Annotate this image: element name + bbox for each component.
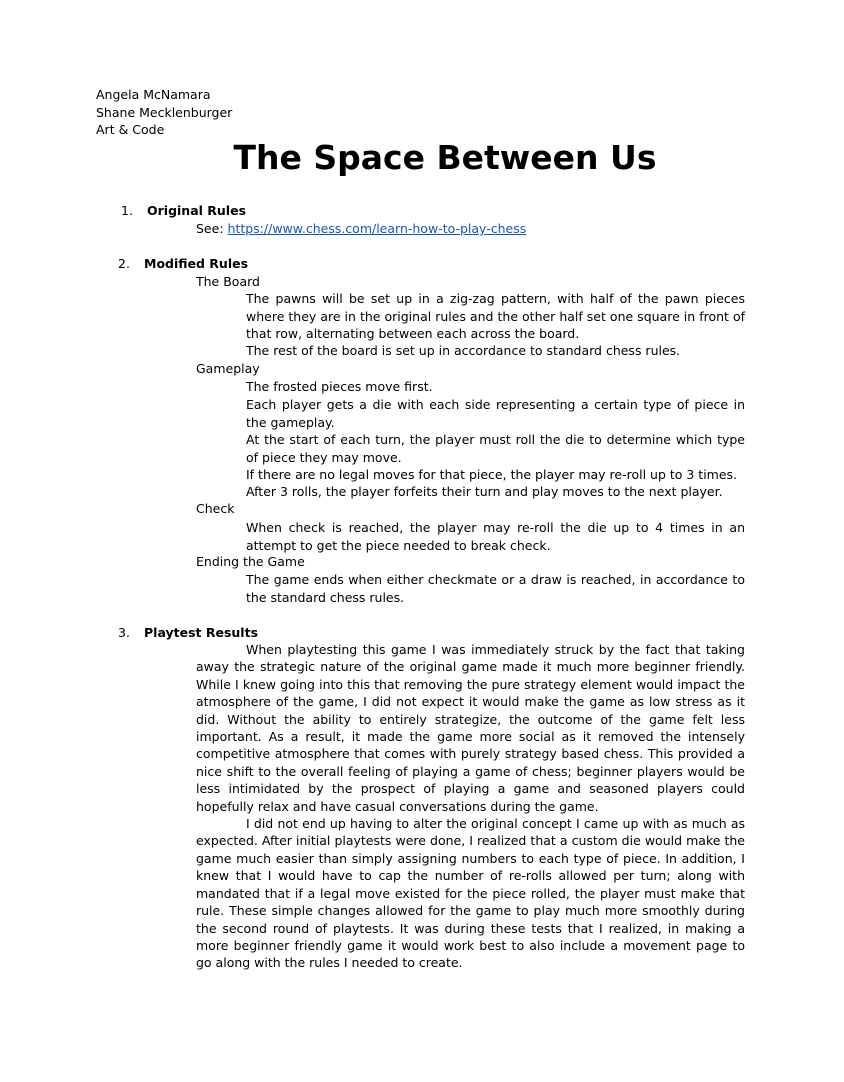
- subheading-gameplay: Gameplay: [196, 361, 260, 376]
- section-heading: Modified Rules: [144, 256, 249, 271]
- playtest-results-body: [196, 641, 745, 972]
- document-title: The Space Between Us: [233, 138, 657, 177]
- author-block: [96, 86, 232, 139]
- section-heading: Playtest Results: [144, 625, 259, 640]
- chess-rules-link[interactable]: https://www.chess.com/learn-how-to-play-chess: [227, 221, 527, 236]
- gameplay-paragraph: If there are no legal moves for that piece, the player may re-roll up to 3 times.: [246, 467, 738, 482]
- section-number: 2.: [118, 256, 130, 271]
- subheading-the-board: The Board: [196, 274, 260, 289]
- board-paragraph: The pawns will be set up in a zig-zag pattern, with half of the pawn pieces where they are in the original rules and the other half set one square in front of that row, alternating between each across the board.: [246, 291, 745, 341]
- course-name: Art & Code: [96, 122, 165, 137]
- section-number: 3.: [118, 625, 130, 640]
- gameplay-paragraph: The frosted pieces move first.: [246, 379, 433, 394]
- gameplay-paragraph: After 3 rolls, the player forfeits their turn and play moves to the next player.: [246, 484, 723, 499]
- playtest-paragraph: When playtesting this game I was immediately struck by the fact that taking away the strategic nature of the original game made it much more beginner friendly. While I knew going into this that removing the pure strategy element would impact the atmosphere of the game, I did not expect it would make the game as low stress as it did. Without the ability to entirely strategize, the outcome of the game felt less important. As a result, it made the game more social as it removed the intensely competitive atmosphere that comes with purely strategy based chess. This provided a nice shift to the overall feeling of playing a game of chess; beginner players would be less intimidated by the prospect of playing a game and seasoned players could hopefully relax and have casual conversations during the game.: [196, 642, 745, 814]
- author-name: Shane Mecklenburger: [96, 104, 233, 120]
- original-rules-reference: [196, 220, 526, 238]
- section-playtest-results: [118, 624, 258, 642]
- gameplay-paragraph: At the start of each turn, the player must roll the die to determine which type of piece they may move.: [246, 432, 745, 465]
- playtest-paragraph: I did not end up having to alter the original concept I came up with as much as expected. After initial playtests were done, I realized that a custom die would make the game much easier than simply assigning numbers to each type of piece. In addition, I knew that I would have to cap the number of re-rolls allowed per turn; along with mandated that if a legal move existed for the piece rolled, the player must make that rule. These simple changes allowed for the game to play much more smoothly during the second round of playtests. It was during these tests that I realized, in making a more beginner friendly game it would work best to also include a movement page to go along with the rules I needed to create.: [196, 816, 745, 971]
- subheading-ending-the-game: Ending the Game: [196, 554, 305, 569]
- gameplay-paragraph: Each player gets a die with each side representing a certain type of piece in the gameplay.: [246, 397, 745, 430]
- check-paragraph: When check is reached, the player may re-roll the die up to 4 times in an attempt to get the piece needed to break check.: [246, 520, 745, 553]
- board-paragraph: The rest of the board is set up in accordance to standard chess rules.: [246, 343, 681, 358]
- see-label: See:: [196, 221, 224, 236]
- section-number: 1.: [121, 203, 133, 218]
- section-modified-rules: [118, 255, 248, 273]
- section-original-rules: [121, 202, 246, 220]
- author-name: Angela McNamara: [96, 87, 211, 102]
- subheading-check: Check: [196, 501, 235, 516]
- ending-paragraph: The game ends when either checkmate or a draw is reached, in accordance to the standard chess rules.: [246, 572, 745, 605]
- section-heading: Original Rules: [147, 203, 247, 218]
